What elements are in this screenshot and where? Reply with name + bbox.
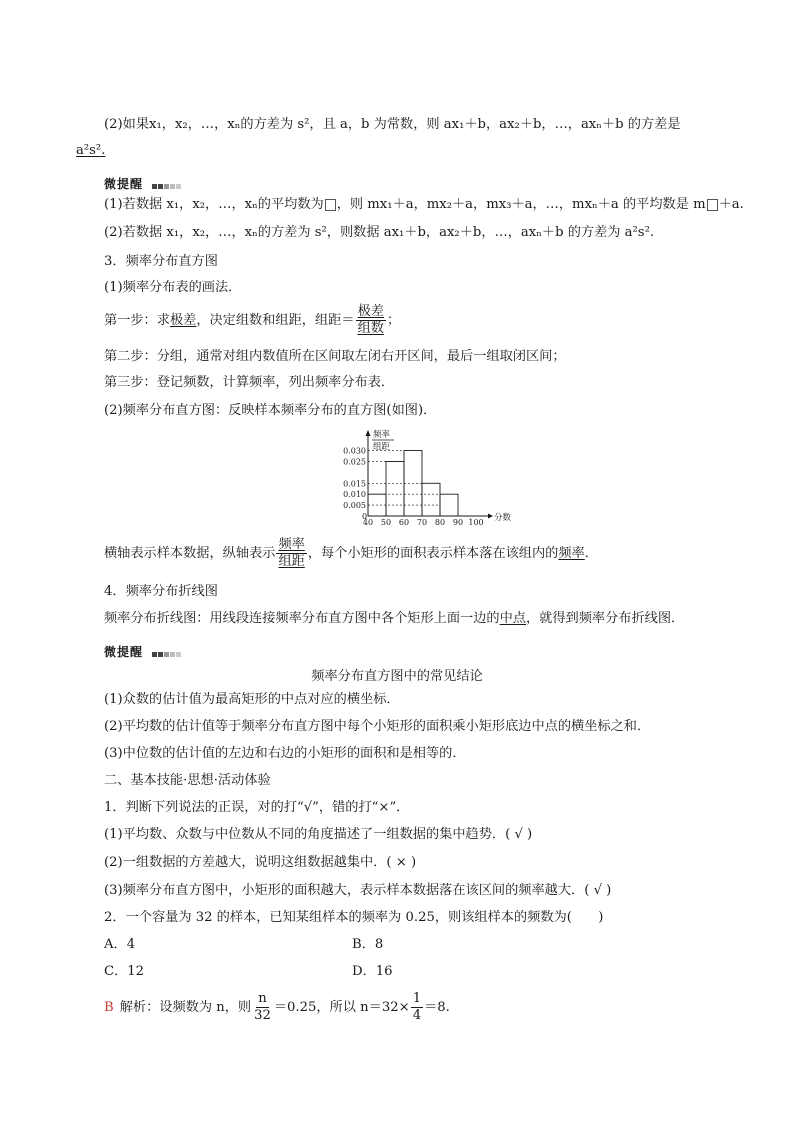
text-segment: ，每个小矩形的面积表示样本落在该组内的 (307, 546, 559, 561)
x-axis-arrow-icon (488, 514, 493, 519)
section-heading-histogram: 3．频率分布直方图 (104, 254, 218, 269)
question-one-prompt: 1．判断下列说法的正误，对的打“√”，错的打“×”． (104, 800, 410, 815)
tip-heading-1 (104, 175, 182, 192)
step-three-line: 第三步：登记频数，计算频率，列出频率分布表． (104, 375, 395, 390)
x-tick-label: 80 (434, 518, 446, 527)
midpoint-term: 中点 (499, 611, 526, 626)
tip-variance-line: (2)若数据 x₁，x₂，…，xₙ的方差为 s²，则数据 ax₁＋b，ax₂＋b，…，axₙ＋b 的方差为 a²s². (104, 225, 655, 240)
conclusion-mean: (2)平均数的估计值等于频率分布直方图中每个小矩形的面积乘小矩形底边中点的横坐标之和． (104, 719, 651, 734)
step-one-line (104, 304, 400, 338)
text-segment: ． (584, 546, 598, 561)
fraction-numerator: 1 (412, 991, 422, 1006)
conclusions-title: 频率分布直方图中的常见结论 (311, 669, 483, 684)
option-b: B．8 (352, 937, 384, 952)
fraction-numerator: 频率 (278, 537, 305, 552)
x-bar-glyph-icon (707, 199, 718, 211)
conclusion-mode: (1)众数的估计值为最高矩形的中点对应的横坐标． (104, 692, 400, 707)
fraction-denominator: 32 (254, 1008, 271, 1023)
histogram-bar (422, 483, 440, 516)
fraction-denominator: 组数 (357, 321, 384, 336)
x-tick-label: 60 (398, 518, 410, 527)
y-axis-arrow-icon (366, 430, 371, 436)
origin-label: 0 (362, 512, 368, 521)
x-tick-label: 100 (468, 518, 484, 527)
tip-heading-2 (104, 643, 182, 660)
range-term: 极差 (169, 313, 197, 328)
option-c: C．12 (104, 964, 145, 979)
text-segment: (1)若数据 x₁，x₂，…，xₙ的平均数为 (104, 197, 324, 212)
tip-dots-icon (152, 178, 182, 192)
variance-transform-line: (2)如果x₁，x₂，…，xₙ的方差为 s²，且 a，b 为常数，则 ax₁＋b，ax₂＋b，…，axₙ＋b 的方差是 (104, 117, 681, 132)
judgement-item-3: (3)频率分布直方图中，小矩形的面积越大，表示样本数据落在该区间的频率越大．( √ ) (104, 883, 612, 898)
text-segment: 第一步：求 (104, 313, 170, 328)
y-tick-label: 0.010 (343, 490, 366, 500)
tip-label: 微提醒 (104, 645, 144, 659)
polygon-definition-line (104, 610, 684, 628)
x-tick-label: 90 (452, 518, 464, 527)
y-tick-label: 0.030 (343, 446, 366, 456)
text-segment: ＋a. (718, 197, 744, 212)
variance-result: a²s². (76, 143, 106, 158)
section-heading-polygon: 4．频率分布折线图 (104, 584, 218, 599)
fraction-numerator: 极差 (357, 304, 384, 319)
histogram-definition-line: (2)频率分布直方图：反映样本频率分布的直方图(如图)． (104, 403, 437, 418)
text-segment: 解析：设频数为 n，则 (119, 1000, 252, 1015)
option-d: D．16 (352, 964, 393, 979)
option-a: A．4 (104, 937, 136, 952)
one-quarter-fraction (411, 991, 423, 1024)
text-segment: ＝0.25，所以 n＝32× (273, 1000, 410, 1015)
question-two-prompt: 2．一个容量为 32 的样本，已知某组样本的频率为 0.25，则该组样本的频数为( ) (104, 910, 604, 925)
text-segment: ，决定组数和组距，组距＝ (196, 313, 355, 328)
answer-letter: B (104, 1000, 114, 1015)
frequency-term: 频率 (558, 546, 585, 561)
x-tick-label: 70 (416, 518, 428, 527)
group-width-fraction (356, 304, 386, 337)
y-tick-label: 0.005 (343, 501, 366, 511)
tip-label: 微提醒 (104, 177, 144, 191)
step-two-line: 第二步：分组，通常对组内数值所在区间取左闭右开区间，最后一组取闭区间； (104, 349, 566, 364)
axis-explanation-line (104, 536, 598, 572)
fraction-denominator: 组距 (278, 554, 305, 569)
text-segment: 频率分布折线图：用线段连接频率分布直方图中各个矩形上面一边的 (104, 611, 500, 626)
solution-line (104, 990, 450, 1026)
text-segment: ，就得到频率分布折线图． (526, 611, 685, 626)
tip-dots-icon (152, 646, 182, 660)
x-tick-label: 50 (380, 518, 392, 527)
judgement-item-2: (2)一组数据的方差越大，说明这组数据越集中．( × ) (104, 855, 417, 870)
x-axis-label: 分数 (494, 513, 512, 523)
part-two-heading: 二、基本技能·思想·活动体验 (104, 773, 271, 788)
text-segment: 横轴表示样本数据，纵轴表示 (104, 546, 276, 561)
histogram-bar (386, 461, 404, 516)
y-axis-label-denominator: 组距 (373, 442, 391, 452)
text-segment: ，则 mx₁＋a，mx₂＋a，mx₃＋a，…，mxₙ＋a 的平均数是 m (336, 197, 706, 212)
histogram-bar (440, 494, 458, 516)
conclusion-median: (3)中位数的估计值的左边和右边的小矩形的面积和是相等的． (104, 746, 466, 761)
y-tick-label: 0.015 (343, 479, 366, 489)
fraction-numerator: n (258, 991, 267, 1006)
y-tick-label: 0.025 (343, 457, 366, 467)
x-tick-label: 40 (362, 518, 374, 527)
frequency-per-width-fraction (276, 537, 306, 570)
n-over-32-fraction (252, 991, 273, 1024)
text-segment: ＝8. (424, 1000, 450, 1015)
y-axis-label-numerator: 频率 (373, 430, 391, 440)
judgement-item-1: (1)平均数、众数与中位数从不同的角度描述了一组数据的集中趋势．( √ ) (104, 827, 533, 842)
fraction-denominator: 4 (412, 1008, 422, 1023)
text-segment: ； (386, 313, 401, 328)
tip-mean-line (104, 196, 744, 214)
table-method-heading: (1)频率分布表的画法． (104, 280, 242, 295)
x-bar-glyph-icon (325, 199, 336, 211)
frequency-histogram (334, 424, 512, 528)
